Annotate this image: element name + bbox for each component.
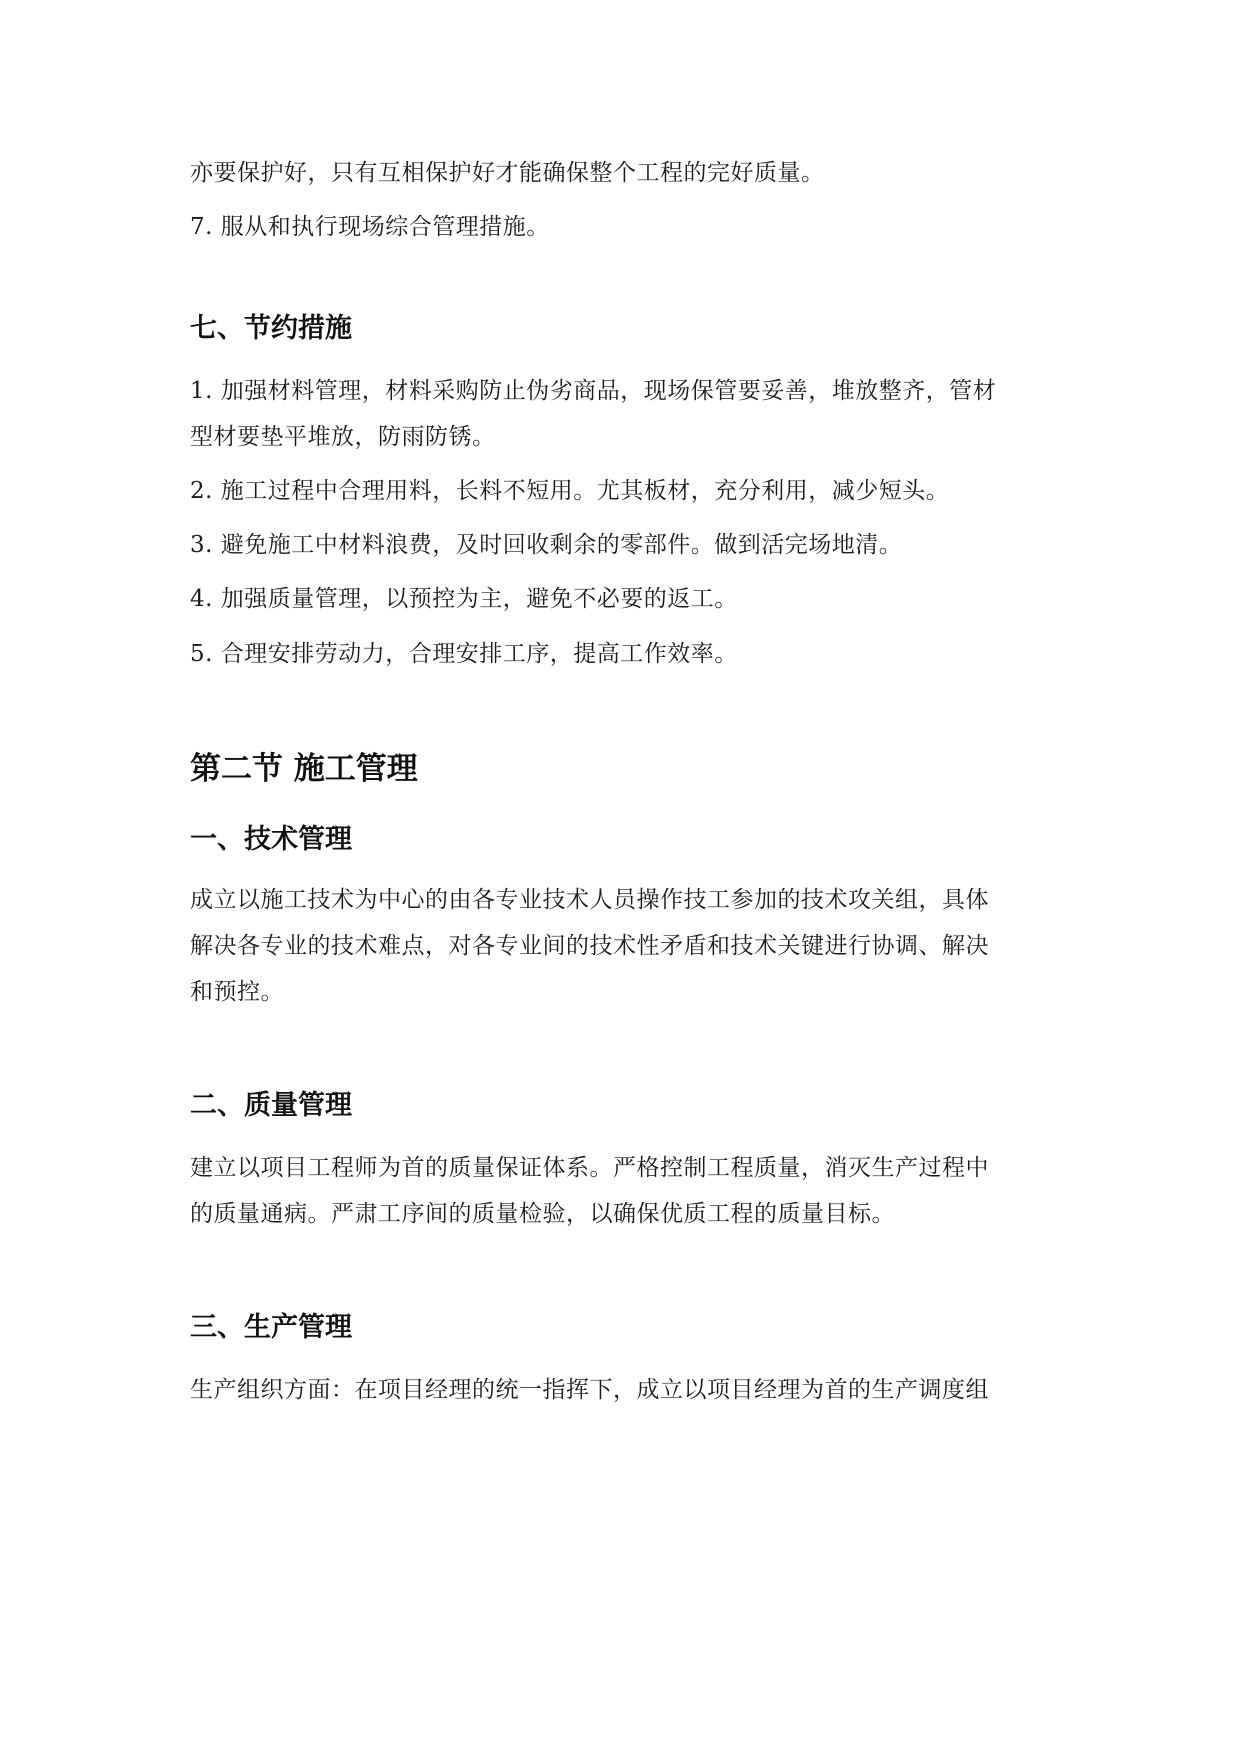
paragraph-line: 成立以施工技术为中心的由各专业技术人员操作技工参加的技术攻关组，具体: [190, 887, 989, 913]
paragraph-line: 生产组织方面：在项目经理的统一指挥下，成立以项目经理为首的生产调度组: [190, 1377, 989, 1403]
paragraph-line: 亦要保护好，只有互相保护好才能确保整个工程的完好质量。: [190, 160, 825, 186]
section-heading: 七、节约措施: [190, 313, 352, 344]
list-item: 3. 避免施工中材料浪费，及时回收剩余的零部件。做到活完场地清。: [190, 532, 903, 558]
section-heading: 一、技术管理: [190, 824, 352, 855]
list-item-continuation: 型材要垫平堆放，防雨防锈。: [190, 424, 496, 450]
list-item: 2. 施工过程中合理用料，长料不短用。尤其板材，充分利用，减少短头。: [190, 478, 950, 504]
paragraph-line: 和预控。: [190, 979, 284, 1005]
chapter-title: 第二节 施工管理: [190, 751, 418, 787]
list-item: 5. 合理安排劳动力，合理安排工序，提高工作效率。: [190, 641, 738, 667]
paragraph-line: 解决各专业的技术难点，对各专业间的技术性矛盾和技术关键进行协调、解决: [190, 933, 989, 959]
list-item: 4. 加强质量管理，以预控为主，避免不必要的返工。: [190, 586, 738, 612]
list-item: 7. 服从和执行现场综合管理措施。: [190, 214, 550, 240]
section-heading: 三、生产管理: [190, 1312, 352, 1343]
paragraph-line: 的质量通病。严肃工序间的质量检验，以确保优质工程的质量目标。: [190, 1201, 895, 1227]
paragraph-line: 建立以项目工程师为首的质量保证体系。严格控制工程质量，消灭生产过程中: [190, 1155, 989, 1181]
list-item: 1. 加强材料管理，材料采购防止伪劣商品，现场保管要妥善，堆放整齐，管材: [190, 378, 997, 404]
section-heading: 二、质量管理: [190, 1090, 352, 1121]
